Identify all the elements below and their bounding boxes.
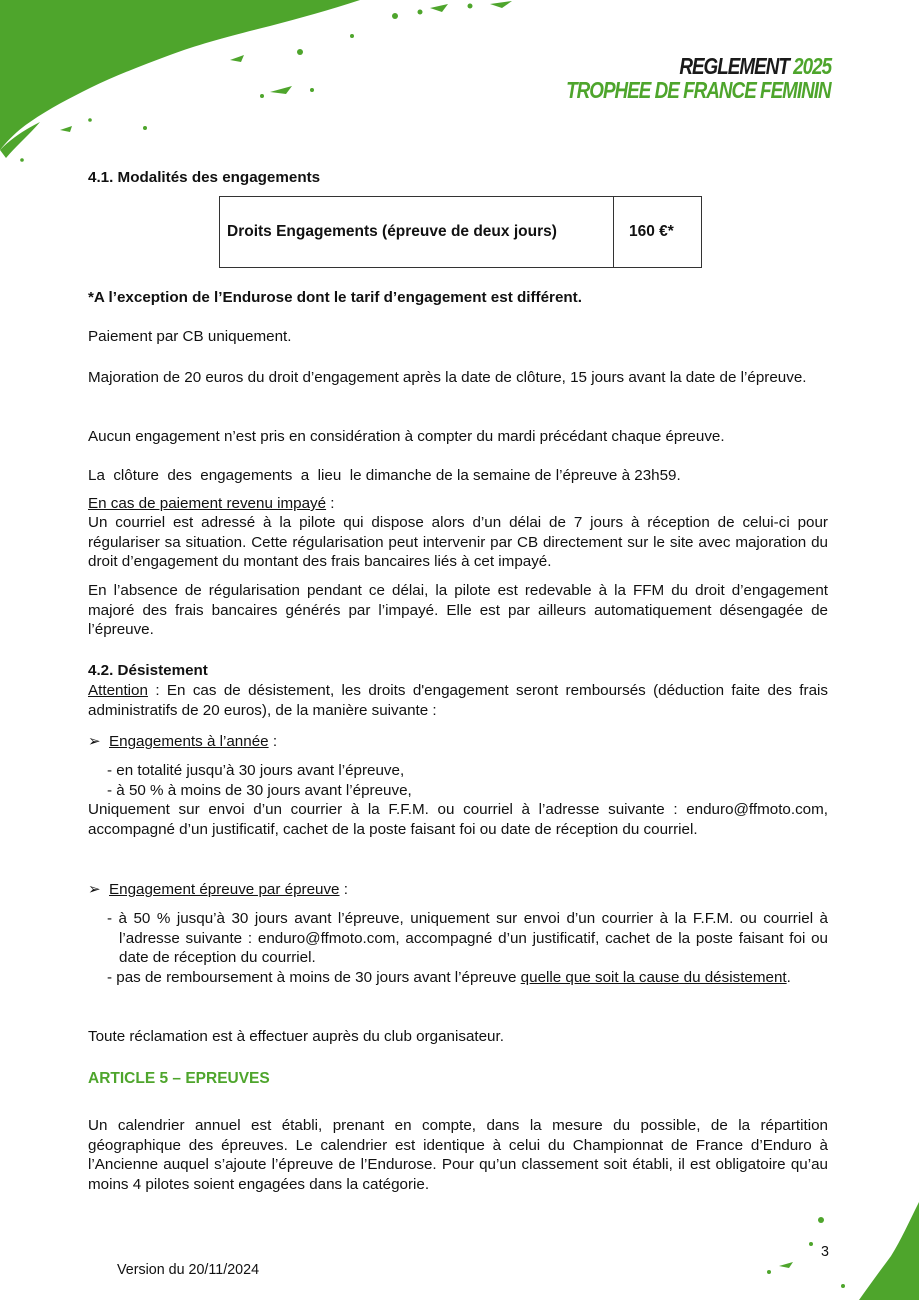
- unpaid-text: Un courriel est adressé à la pilote qui dispose alors d’un délai de 7 jours à réception de celui-ci pour régulariser sa situation. Cette régularisation peut intervenir par CB directement sur le site avec majoration du droit d’engagement du montant des frais bancaires liés à cet impayé.: [88, 514, 828, 570]
- per-event-list: [107, 909, 828, 987]
- arrow-bullet-icon: ➢: [88, 881, 101, 898]
- annual-list: [107, 761, 828, 800]
- article-5-text: Un calendrier annuel est établi, prenant en compte, dans la mesure du possible, de la répartition géographique des épreuves. Le calendrier est identique à celui du Championnat de France d’Enduro à l’Ancienne auquel s’ajoute l’épreuve de l’Endurose. Pour qu’un classement soit établi, il est obligatoire qu’au moins 4 pilotes soient engagées dans la catégorie.: [88, 1117, 828, 1193]
- fee-amount: 160 €*: [614, 197, 702, 268]
- closing-text: La clôture des engagements a lieu le dimanche de la semaine de l’épreuve à 23h59.: [88, 467, 681, 484]
- per-event-heading: [88, 880, 348, 900]
- article-5-heading: ARTICLE 5 – EPREUVES: [88, 1070, 270, 1087]
- fee-row: [220, 197, 702, 268]
- fee-table: [219, 196, 702, 268]
- green-brush-decoration-bottom: [759, 1190, 919, 1300]
- unpaid-title: En cas de paiement revenu impayé: [88, 495, 327, 512]
- annual-title: Engagements à l’année: [109, 733, 269, 750]
- attention-label: Attention: [88, 682, 148, 699]
- list-item: - en totalité jusqu’à 30 jours avant l’épreuve,: [107, 762, 405, 779]
- per-event-suffix: :: [339, 881, 348, 898]
- list-item: - à 50 % à moins de 30 jours avant l’épreuve,: [107, 781, 412, 799]
- list-item: - à 50 % jusqu’à 30 jours avant l’épreuve, uniquement sur envoi d’un courrier à la F.F.M. ou courriel à l’adresse suivante : enduro@ffmoto.com, accompagné d’un justificatif, cachet de la poste faisant foi ou date de réception du courriel.: [107, 910, 828, 966]
- fee-label: Droits Engagements (épreuve de deux jours): [220, 197, 614, 268]
- absence-text: En l’absence de régularisation pendant ce délai, la pilote est redevable à la FFM du droit d’engagement majoré des frais bancaires générés par l’impayé. Elle est par ailleurs automatiquement désengagée de l’épreuve.: [88, 582, 828, 638]
- green-brush-decoration-top: [0, 0, 560, 170]
- item2-prefix: - pas de remboursement à moins de 30 jours avant l’épreuve: [107, 968, 521, 986]
- document-subtitle: TROPHEE DE FRANCE FEMININ: [566, 77, 831, 103]
- attention-text: [88, 681, 828, 720]
- title-year: 2025: [792, 53, 831, 79]
- annual-suffix: :: [268, 733, 278, 750]
- payment-text: Paiement par CB uniquement.: [88, 328, 292, 345]
- unpaid-heading: [88, 494, 828, 514]
- per-event-title: Engagement épreuve par épreuve: [109, 881, 340, 898]
- attention-body: : En cas de désistement, les droits d'engagement seront remboursés (déduction faite des frais administratifs de 20 euros), de la manière suivante :: [88, 682, 828, 719]
- annual-heading: [88, 732, 277, 752]
- item2-underlined: quelle que soit la cause du désistement: [520, 968, 787, 986]
- section-4-1-heading: 4.1. Modalités des engagements: [88, 169, 321, 186]
- no-engagement-text: Aucun engagement n’est pris en considération à compter du mardi précédant chaque épreuve.: [88, 428, 725, 445]
- majoration-text: Majoration de 20 euros du droit d’engagement après la date de clôture, 15 jours avant la date de l’épreuve.: [88, 369, 807, 386]
- exception-note: *A l’exception de l’Endurose dont le tarif d’engagement est différent.: [88, 289, 582, 306]
- section-4-2-heading: 4.2. Désistement: [88, 662, 208, 679]
- item2-suffix: .: [786, 968, 791, 986]
- unpaid-suffix: :: [326, 495, 335, 512]
- annual-note: Uniquement sur envoi d’un courrier à la F.F.M. ou courriel à l’adresse suivante : enduro@ffmoto.com, accompagné d’un justificatif, cachet de la poste faisant foi ou date de réception du courriel.: [88, 801, 828, 838]
- list-item: [107, 968, 828, 988]
- title-word: REGLEMENT: [679, 53, 789, 79]
- document-title: [679, 54, 831, 78]
- page-number: 3: [821, 1244, 829, 1260]
- claims-text: Toute réclamation est à effectuer auprès du club organisateur.: [88, 1028, 504, 1045]
- version-footer: Version du 20/11/2024: [117, 1262, 260, 1278]
- arrow-bullet-icon: ➢: [88, 733, 101, 750]
